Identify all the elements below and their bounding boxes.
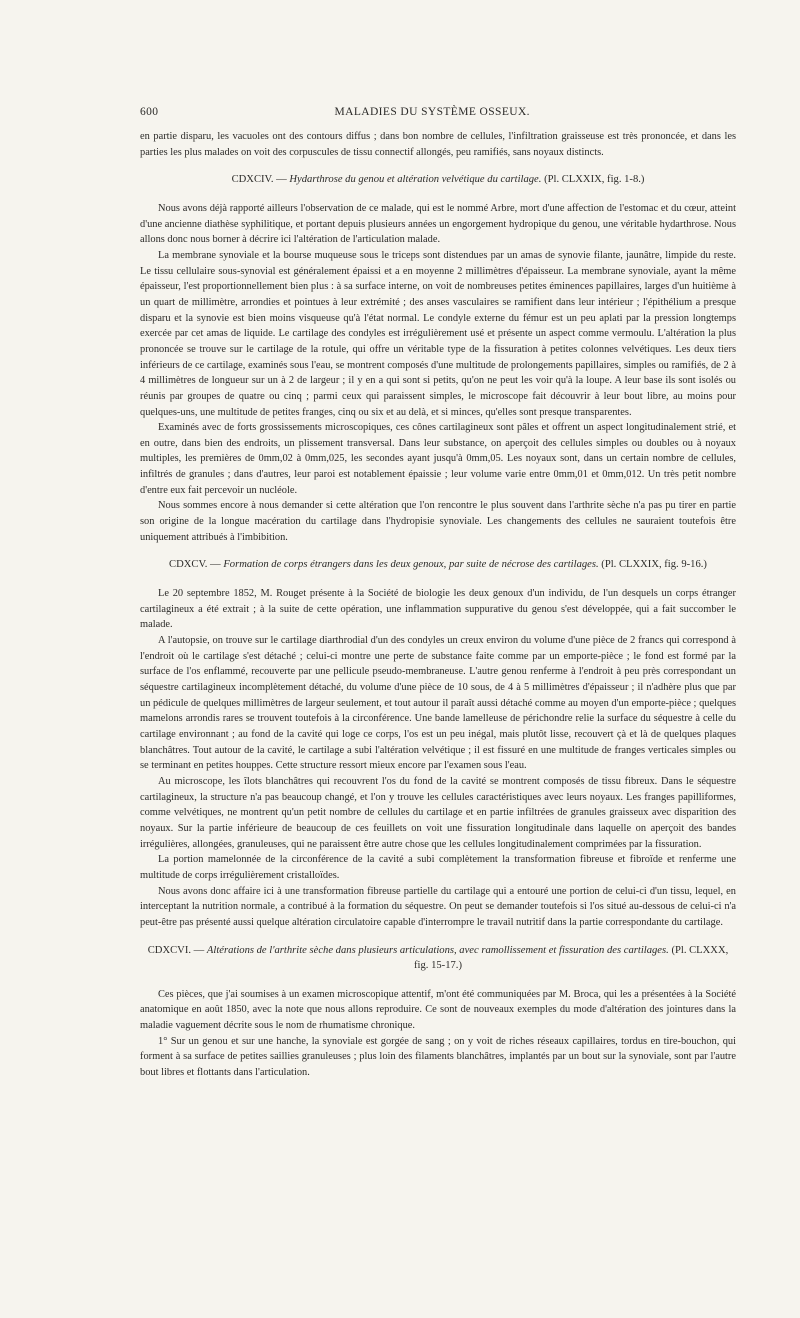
section-number: CDXCV. — — [169, 559, 221, 571]
section-heading — [140, 172, 736, 188]
paragraph: 1° Sur un genou et sur une hanche, la synoviale est gorgée de sang ; on y voit de riches réseaux capillaires, tordus en tire-bouchon, qui forment à sa surface de petites saillies granuleuses ; plus loin des filaments blanchâtres, implantés par un bout sur la synoviale, sont par l'autre bout libres et flottants dans l'articulation. — [140, 1035, 736, 1079]
section-title: Formation de corps étrangers dans les deux genoux, par suite de nécrose des cartilages. — [223, 559, 599, 571]
page-number: 600 — [140, 106, 159, 118]
section-number: CDXCVI. — — [147, 944, 205, 956]
paragraph: Nous avons déjà rapporté ailleurs l'observation de ce malade, qui est le nommé Arbre, mort d'une affection de l'estomac et du cœur, atteint d'une ancienne diathèse syphilitique, et portant depuis plusieurs années un engorgement hydropique du genou, une véritable hydarthrose. Nous allons donc nous borner à décrire ici l'altération de l'articulation malade. — [140, 202, 736, 246]
running-title: MALADIES DU SYSTÈME OSSEUX. — [334, 106, 530, 118]
paragraph: Ces pièces, que j'ai soumises à un examen microscopique attentif, m'ont été communiquées par M. Broca, qui les a présentées à la Société anatomique en août 1850, avec la note que nous allons reproduire. Ce sont de nouveaux exemples du mode d'altération des jointures dans la maladie vaguement décrite sous le nom de rhumatisme chronique. — [140, 988, 736, 1032]
intro-paragraph: en partie disparu, les vacuoles ont des contours diffus ; dans bon nombre de cellules, l'infiltration graisseuse est très prononcée, et dans les parties les plus malades on voit des corpuscules de tissu connectif allongés, peu ramifiés, sans noyaux distincts. — [140, 131, 736, 158]
section-number: CDXCIV. — — [231, 174, 287, 186]
text-column — [140, 104, 736, 1081]
section-title: Hydarthrose du genou et altération velvétique du cartilage. — [289, 174, 542, 186]
paragraph: La portion mamelonnée de la circonférence de la cavité a subi complètement la transformation fibreuse et fibroïde et renferme une multitude de corps irrégulièrement cristalloïdes. — [140, 854, 736, 881]
running-header — [140, 104, 736, 120]
section-plate-ref: (Pl. CLXXX, fig. 15-17.) — [414, 944, 729, 972]
section-heading — [140, 943, 736, 974]
paragraph: A l'autopsie, on trouve sur le cartilage diarthrodial d'un des condyles un creux environ du volume d'une pièce de 2 francs qui correspond à l'endroit où le cartilage s'est détaché ; celui-ci montre une perte de substance faite comme par un emporte-pièce ; le fond est formé par la surface de l'os enflammé, recouverte par une pellicule pseudo-membraneuse. L'autre genou renferme à l'endroit à peu près correspondant un séquestre cartilagineux incomplètement détaché, du volume d'une pièce de 10 sous, de 4 à 5 millimètres d'épaisseur ; il n'adhère plus que par un pédicule de quelques millimètres de largeur seulement, et tout autour il paraît aussi détaché comme au moyen d'un emporte-pièce ; quelques mamelons arrondis rares se trouvent toutefois à la circonférence. Une bande lamelleuse de périchondre relie la surface du séquestre à celle du cartilage environnant ; au fond de la cavité qui loge ce corps, l'os est un peu inégal, mais plutôt lisse, recouvert çà et là de quelques plaques blanchâtres. Tout autour de la cavité, le cartilage a subi l'altération velvétique ; il est fissuré en une multitude de franges verticales simples ou se terminant en petites houppes. Cette structure ressort mieux encore par l'examen sous l'eau. — [140, 635, 736, 772]
section-plate-ref: (Pl. CLXXIX, fig. 1-8.) — [544, 174, 645, 186]
paragraph: Au microscope, les îlots blanchâtres qui recouvrent l'os du fond de la cavité se montrent composés de tissu fibreux. Dans le séquestre cartilagineux, la structure n'a pas beaucoup changé, et l'on y trouve les cellules caractéristiques avec leurs noyaux. Les franges papilliformes, comme velvétiques, ne montrent qu'un petit nombre de cellules du cartilage et en partie infiltrées de granules graisseux avec disparition des noyaux. Sur la partie inférieure de beaucoup de ces feuillets on voit une fissuration longitudinale dans laquelle on aperçoit des bandes irrégulières, allongées, granuleuses, qui ne paraissent être autre chose que les cellules longitudinalement comprimées par la fissuration. — [140, 775, 736, 850]
section-heading — [140, 557, 736, 573]
paragraph: La membrane synoviale et la bourse muqueuse sous le triceps sont distendues par un amas de synovie filante, jaunâtre, limpide du reste. Le tissu cellulaire sous-synovial est généralement épaissi et a en moyenne 2 millimètres d'épaisseur. La membrane synoviale, ayant la même épaisseur, l'est proportionnellement bien plus : à sa surface interne, on voit de nombreuses petites éminences papillaires, larges d'un huitième à un quart de millimètre, arrondies et pointues à leur extrémité ; des anses vasculaires se ramifient dans leur intérieur ; l'épithélium a presque disparu et la synovie est bien moins visqueuse qu'à l'état normal. Le condyle externe du fémur est un peu aplati par la pression longtemps exercée par cet amas de liquide. Le cartilage des condyles est irrégulièrement usé et présente un aspect comme vermoulu. L'altération la plus prononcée se trouve sur le cartilage de la rotule, qui offre un véritable type de la fissuration à petites colonnes velvétiques. Les deux tiers inférieurs de ce cartilage, examinés sous l'eau, se montrent composés d'une multitude de prolongements papillaires, simples ou ramifiés, de 2 à 4 millimètres de longueur sur un à 2 de largeur ; il y en a qui sont si petits, qu'on ne peut les voir qu'à la loupe. A leur base ils sont isolés ou réunis par groupes de quatre ou cinq ; parmi ceux qui paraissent simples, le microscope fait découvrir à leur bout libre, au moins pour quelques-uns, une multitude de petites franges, cinq ou six et au delà, et si minces, qu'elles sont presque transparentes. — [140, 249, 736, 418]
paragraph: Nous sommes encore à nous demander si cette altération que l'on rencontre le plus souvent dans l'arthrite sèche n'a pas pu tirer en partie son origine de la longue macération du cartilage dans l'hydropisie synoviale. Les changements des cellules ne sauraient toutefois être uniquement attribués à l'imbibition. — [140, 500, 736, 543]
paragraph: Examinés avec de forts grossissements microscopiques, ces cônes cartilagineux sont pâles et offrent un aspect longitudinalement strié, et en outre, dans bien des endroits, un plissement transversal. Dans leur substance, on aperçoit des cellules simples ou doubles ou à noyaux multiples, les premières de 0mm,02 à 0mm,025, les secondes ayant jusqu'à 0mm,05. Les noyaux sont, dans un certain nombre de cellules, infiltrés de granules ; dans d'autres, leur paroi est notablement épaissie ; leur volume varie entre 0mm,01 et 0mm,012. Un très petit nombre d'entre eux fait percevoir un nucléole. — [140, 422, 736, 496]
section-title: Altérations de l'arthrite sèche dans plusieurs articulations, avec ramollissement et fissuration des cartilages. — [206, 944, 669, 956]
section-plate-ref: (Pl. CLXXIX, fig. 9-16.) — [601, 559, 707, 571]
paragraph: Le 20 septembre 1852, M. Rouget présente à la Société de biologie les deux genoux d'un individu, de l'un desquels un corps étranger cartilagineux a été extrait ; à la suite de cette opération, une inflammation suppurative du genou s'est développée, qui a fait succomber le malade. — [140, 588, 736, 631]
paragraph: Nous avons donc affaire ici à une transformation fibreuse partielle du cartilage qui a entouré une portion de celui-ci d'un tissu, lequel, en interceptant la nutrition normale, a contribué à la formation du séquestre. On peut se demander toutefois si l'os situé au-dessous de celui-ci n'a peut-être pas présenté aussi quelque altération circulatoire capable d'interrompre le travail nutritif dans la partie correspondante du cartilage. — [140, 885, 736, 928]
